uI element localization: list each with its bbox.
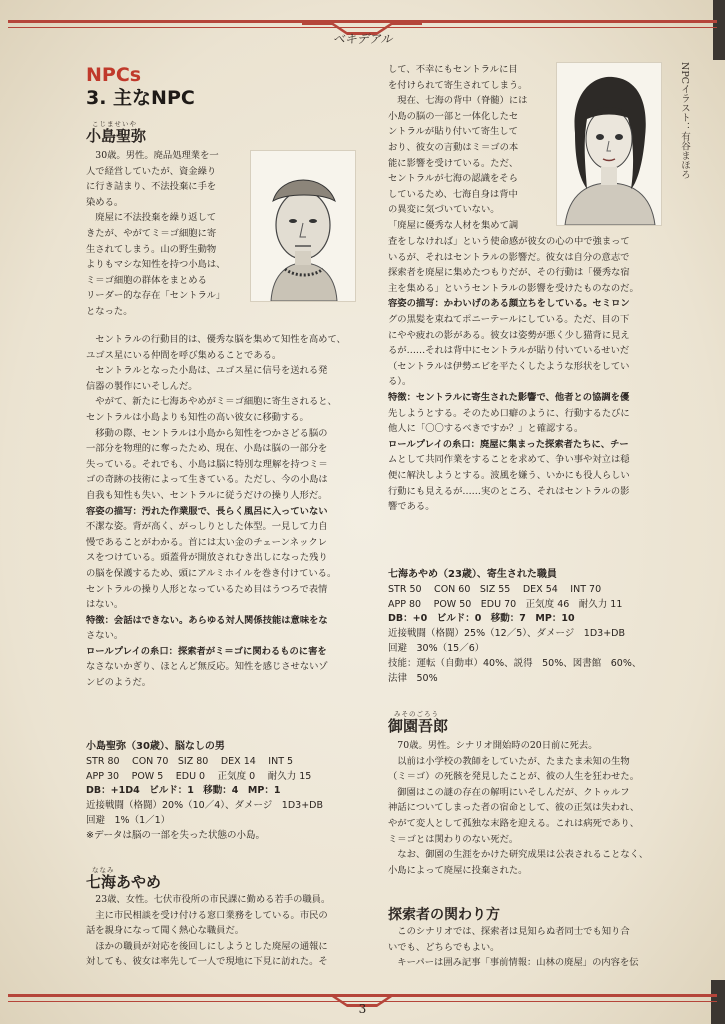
kojima-line-8: ミ＝ゴ細胞の群体をまとめる [86, 274, 207, 286]
woman-portrait-icon [557, 63, 661, 225]
nanami-left-line: 23歳、女性。七伏市役所の市民課に勤める若手の職員。 [95, 894, 331, 905]
nanami-right-line: セントラルが七海の認識をそら [388, 173, 518, 185]
kojima-line-4: 廃屋に不法投棄を繰り返して [95, 212, 217, 224]
kojima-line-14: 信器の製作にいそしんだ。 [86, 380, 198, 392]
nanami-right-line: 容姿の描写：かわいげのある顔立ちをしている。セミロン [388, 298, 630, 310]
kojima-line-30: さない。 [86, 630, 124, 642]
kojima-line-23: 不潔な姿。背が高く、がっしりとした体型。一見して力自 [86, 521, 328, 533]
kojima-line-17: 移動の際、セントラルは小島から知性をつかさどる脳の [95, 427, 328, 439]
kojima-line-29: 特徴：会話はできない。あらゆる対人関係技能は意味をな [86, 614, 328, 626]
man-portrait-icon [251, 151, 355, 301]
illustration-credit: NPCイラスト：有谷まほろ [679, 62, 690, 179]
nanami-right-line: 先しようとする。そのため口癖のように、行動するたびに [388, 407, 630, 419]
investigators-line: このシナリオでは、探索者は見知らぬ者同士でも知り合 [397, 926, 630, 937]
kojima-stat-line: STR 80 CON 70 SIZ 80 DEX 14 INT 5 [86, 755, 294, 767]
misono-body [388, 738, 673, 878]
nanami-right-line: 他人に「〇〇するべきですか？」と確認する。 [388, 423, 584, 435]
kojima-line-7: よりもマシな知性を持つ小島は、 [86, 259, 226, 271]
kojima-line-33: ンビのようだ。 [86, 677, 152, 689]
nanami-right-line: 行動にも見えるが……実のところ、それはセントラルの影 [388, 485, 630, 497]
misono-line: なお、御園の生涯をかけた研究成果は公表されることなく、 [397, 849, 649, 861]
kojima-stat-title: 小島聖弥（30歳）、脳なしの男 [86, 741, 225, 752]
page-number: 3 [358, 1002, 367, 1016]
nanami-right-line: るが……それは背中にセントラルが貼り付いているせいだ [388, 345, 630, 357]
kojima-line-22: 容姿の描写：汚れた作業服で、長らく風呂に入っていない [86, 505, 328, 517]
kojima-stat-line: 回避 1%（1／1） [86, 814, 171, 826]
misono-line: やがて変人として孤独な末路を迎える。これは病死であり、 [388, 817, 640, 829]
nanami-ruby: ななみ [92, 866, 115, 874]
nanami-stat-line: 回避 30%（15／6） [388, 642, 485, 654]
kojima-line-20: ゴの奇跡の技術によって生きている。ただし、今の小島は [86, 474, 328, 486]
kojima-line-10: となった。 [86, 305, 133, 317]
nanami-right-line: ムとして共同作業をすることを求めて、争い事や対立は穏 [388, 454, 630, 466]
nanami-right-line: 主を集める」というセントラルの影響を受けたものなのだ。 [388, 282, 639, 294]
kojima-line-32: なさないかぎり、ほとんど無反応。知性を感じさせないゾ [86, 661, 328, 673]
kojima-line-26: の脳を保護するため、頭にアルミホイルを巻き付けている。 [86, 567, 337, 579]
nanami-right-line: （セントラルは伊勢エビを平たくしたような形状をしてい [388, 360, 630, 372]
nanami-right-line: グの黒髪を束ねてポニーテールにしている。ただ、目の下 [388, 313, 630, 325]
kojima-line-3: 染める。 [86, 196, 124, 208]
nanami-right-line: 現在、七海の背中（脊髄）には [397, 95, 528, 107]
kojima-ruby: こじませいや [92, 120, 137, 128]
nanami-right-line: 探索者を廃屋に集めたつもりだが、その行動は「優秀な宿 [388, 267, 630, 279]
nanami-right-line: 便に解決しようとする。波風を嫌う、いかにも役人らしい [388, 469, 630, 481]
misono-ruby: みそのごろう [394, 710, 439, 718]
nanami-right-line: いるが、それはセントラルの影響だ。彼女は自分の意志で [388, 251, 630, 263]
kojima-line-12: ユゴス星にいる仲間を呼び集めることである。 [86, 349, 282, 361]
misono-line: （ミ＝ゴ）の死骸を発見したことが、彼の人生を狂わせた。 [388, 771, 640, 783]
nanami-right-line: おり、彼女の言動はミ＝ゴの本 [388, 141, 519, 153]
nanami-right-line: 能に影響を受けている。ただ、 [388, 157, 519, 169]
kojima-stat-line: 近接戦闘（格闘）20%（10／4）、ダメージ 1D3+DB [86, 800, 324, 812]
investigators-heading: 探索者の関わり方 [388, 907, 500, 923]
nanami-right-line: 査をしなければ」という使命感が彼女の心の中で強まって [388, 236, 630, 247]
nanami-body-right-wide [388, 234, 673, 515]
nanami-right-line: 特徴：セントラルに寄生された影響で、他者との協調を優 [388, 391, 630, 403]
nanami-right-line: の異変に気づいていない。 [388, 204, 500, 216]
kojima-line-2: に行き詰まり、不法投棄に手を [86, 181, 217, 193]
nanami-name: 七海あやめ [86, 873, 162, 891]
nanami-left-line: 主に市民相談を受け付ける窓口業務をしている。市民の [95, 909, 328, 921]
kojima-line-19: 失っている。それでも、小島は脳に特別な理解を持つミ＝ [86, 458, 328, 470]
misono-line: 以前は小学校の教師をしていたが、たまたま未知の生物 [397, 755, 630, 767]
nanami-right-line: 響である。 [388, 501, 435, 513]
kojima-stat-line: DB：+1D4 ビルド：1 移動：4 MP：1 [86, 785, 281, 797]
kojima-line-27: セントラルの操り人形となっているため目はうつろで表情 [86, 583, 328, 595]
misono-line: 小島によって廃屋に投棄された。 [388, 864, 528, 876]
kojima-stat-line: APP 30 POW 5 EDU 0 正気度 0 耐久力 15 [86, 770, 312, 782]
nanami-right-line: しているため、七海自身は背中 [388, 188, 518, 200]
nanami-body-right-narrow [388, 62, 550, 234]
nanami-right-line: 小島の脳の一部と一体化したセ [388, 110, 519, 122]
page-title: 3. 主なNPC [86, 87, 195, 109]
kojima-line-1: 人で経営していたが、資金繰り [86, 165, 217, 177]
kojima-stat-block [86, 740, 371, 844]
nanami-left-line: 対しても、彼女は率先して一人で現地に下見に訪れた。そ [86, 956, 328, 968]
kojima-line-13: セントラルとなった小島は、ユゴス星に信号を送れる発 [95, 365, 328, 377]
nanami-left-line: ほかの職員が対応を後回しにしようとした廃屋の通報に [95, 940, 328, 952]
kojima-line-5: きたが、やがてミ＝ゴ細胞に寄 [86, 227, 217, 239]
misono-line: 神話についてしまった者の宿命として、彼の正気は失われ、 [388, 802, 640, 814]
nanami-right-line: ロールプレイの糸口：廃屋に集まった探索者たちに、チー [388, 438, 629, 450]
kojima-line-21: 自我も知性も失い、セントラルに従うだけの操り人形だ。 [86, 489, 328, 501]
kojima-line-25: スをつけている。頭蓋骨が開放されむき出しになった残り [86, 552, 328, 564]
misono-line: 70歳。男性。シナリオ開始時の20日前に死去。 [397, 740, 598, 751]
nanami-right-line: にやや疲れの影がある。彼女は姿勢が悪く少し猫背に見え [388, 329, 630, 341]
nanami-stat-line: 技能：運転（自動車）40%、説得 50%、図書館 60%、 [388, 657, 642, 669]
nanami-body-left [86, 892, 371, 970]
nanami-stat-line: 近接戦闘（格闘）25%（12／5）、ダメージ 1D3+DB [388, 628, 626, 640]
kojima-line-31: ロールプレイの糸口：探索者がミ＝ゴに関わるものに害を [86, 645, 327, 657]
kojima-line-15: やがて、新たに七海あやめがミ＝ゴ細胞に寄生されると、 [95, 396, 337, 408]
misono-line: ミ＝ゴとは関わりのない死だ。 [388, 833, 519, 845]
kojima-line-9: リーダー的な存在「セントラル」 [86, 290, 226, 302]
investigators-line: キーパーは囲み記事「事前情報：山林の廃屋」の内容を伝 [397, 957, 639, 969]
kojima-line-0: 30歳。男性。廃品処理業を一 [95, 150, 219, 161]
nanami-stat-title: 七海あやめ（23歳）、寄生された職員 [388, 569, 557, 580]
nanami-portrait [556, 62, 662, 226]
section-label: NPCs [86, 64, 142, 86]
kojima-name: 小島聖弥 [86, 127, 147, 145]
kojima-portrait [250, 150, 356, 302]
running-header: ベキデアル [332, 32, 393, 46]
kojima-line-24: 慢であることがわかる。首には太い金のチェーンネックレ [86, 536, 327, 548]
kojima-line-28: はない。 [86, 599, 124, 611]
investigators-line: いでも、どちらでもよい。 [388, 941, 500, 953]
nanami-right-line: ントラルが貼り付いて寄生して [388, 126, 518, 138]
nanami-stat-block [388, 568, 673, 686]
kojima-line-18: 一部分を物理的に奪ったため、現在、小島は脳の一部分を [86, 443, 328, 455]
nanami-stat-line: APP 80 POW 50 EDU 70 正気度 46 耐久力 11 [388, 598, 623, 610]
kojima-line-6: 生されてしまう。山の野生動物 [86, 243, 217, 255]
kojima-line-11: セントラルの行動目的は、優秀な脳を集めて知性を高めて、 [95, 334, 346, 345]
kojima-stat-line: ※データは脳の一部を失った状態の小島。 [86, 829, 265, 841]
nanami-stat-line: DB：+0 ビルド：0 移動：7 MP：10 [388, 613, 575, 625]
nanami-right-line: を付けられて寄生されてしまう。 [388, 79, 528, 91]
investigators-body [388, 924, 673, 971]
nanami-right-line: 「廃屋に優秀な人材を集めて調 [388, 219, 519, 231]
nanami-right-line: して、不幸にもセントラルに目 [388, 64, 518, 75]
kojima-body-narrow [86, 148, 246, 320]
nanami-stat-line: STR 50 CON 60 SIZ 55 DEX 54 INT 70 [388, 583, 602, 595]
kojima-body-wide [86, 332, 366, 691]
kojima-line-16: セントラルは小島よりも知性の高い彼女に移動する。 [86, 411, 309, 423]
misono-name: 御園吾郎 [388, 717, 449, 735]
nanami-left-line: 話を親身になって聞く熱心な職員だ。 [86, 925, 245, 937]
nanami-right-line: る）。 [388, 376, 412, 388]
misono-line: 御園はこの謎の存在の解明にいそしんだが、クトゥルフ [397, 786, 630, 798]
nanami-stat-line: 法律 50% [388, 672, 438, 684]
